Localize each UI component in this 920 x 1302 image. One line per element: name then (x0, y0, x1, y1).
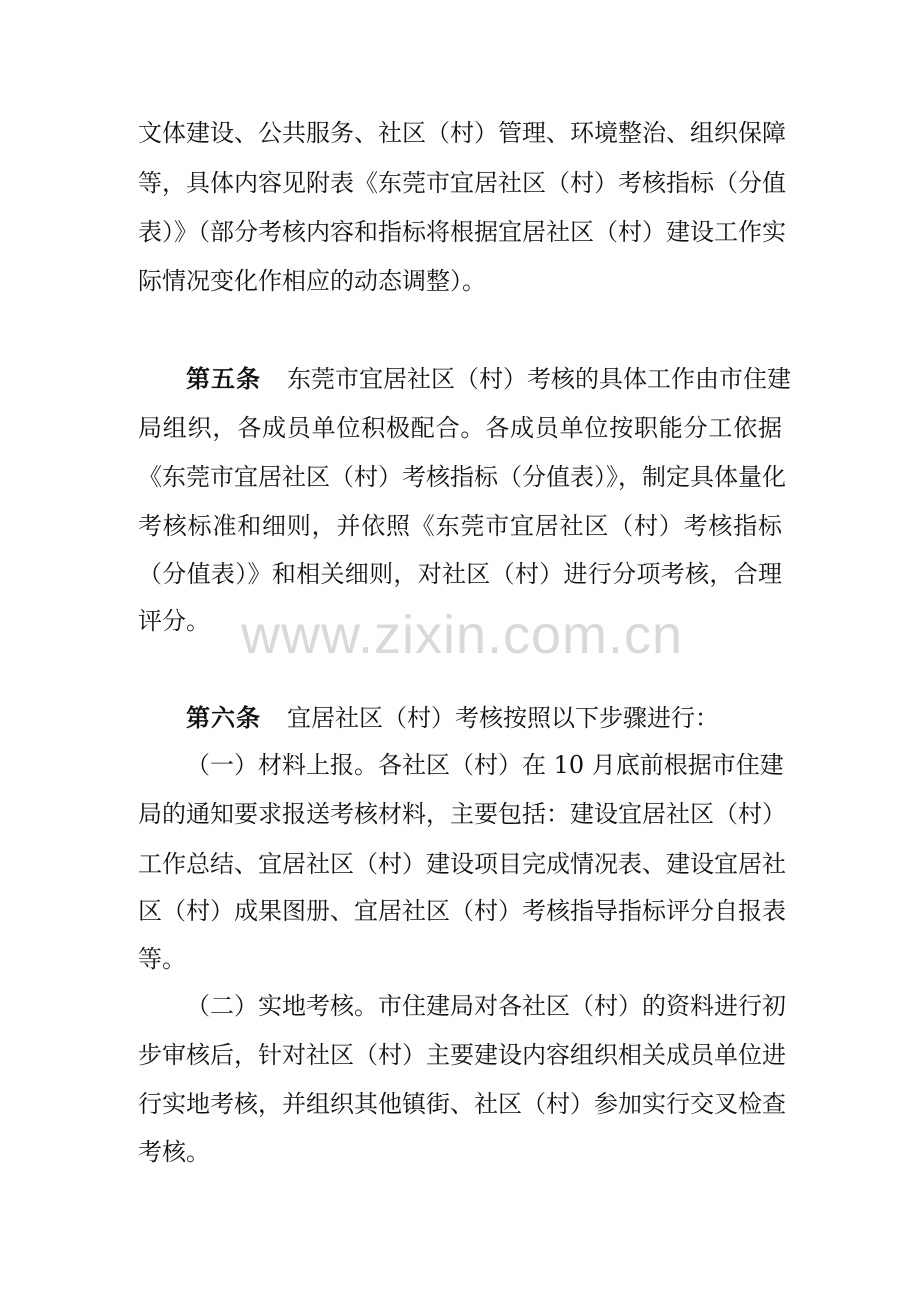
article-5-text: 东莞市宜居社区（村）考核的具体工作由市住建 (287, 365, 791, 393)
paragraph-line: 工作总结、宜居社区（村）建设项目完成情况表、建设宜居社 (138, 850, 786, 878)
paragraph-line: 考核。 (138, 1138, 210, 1166)
article-6-first-line (186, 703, 782, 733)
watermark-text: www.zixin.com.cn (240, 605, 684, 665)
article-6-label: 第六条 (186, 704, 261, 732)
paragraph-line: 际情况变化作相应的动态调整）。 (138, 267, 486, 295)
paragraph-line: 局组织，各成员单位积极配合。各成员单位按职能分工依据 (138, 414, 782, 442)
paragraph-line: 考核标准和细则，并依照《东莞市宜居社区（村）考核指标 (138, 512, 782, 540)
paragraph-line: 《东莞市宜居社区（村）考核指标（分值表）》，制定具体量化 (138, 463, 786, 491)
paragraph-line: 步审核后，针对社区（村）主要建设内容组织相关成员单位进 (138, 1041, 786, 1069)
article-5-first-line (186, 364, 791, 394)
paragraph-line: 行实地考核，并组织其他镇街、社区（村）参加实行交叉检查 (138, 1090, 786, 1118)
paragraph-line: （分值表）》和相关细则，对社区（村）进行分项考核，合理 (138, 560, 782, 588)
paragraph-line: 等。 (138, 945, 186, 973)
article-5-label: 第五条 (186, 365, 261, 393)
paragraph-line: 文体建设、公共服务、社区（村）管理、环境整治、组织保障 (138, 119, 786, 147)
item-1-first-line: （一）材料上报。各社区（村）在 10 月底前根据市住建 (186, 751, 784, 779)
paragraph-line: 表）》（部分考核内容和指标将根据宜居社区（村）建设工作实 (138, 218, 786, 246)
article-6-text: 宜居社区（村）考核按照以下步骤进行： (287, 704, 719, 732)
paragraph-line: 区（村）成果图册、宜居社区（村）考核指导指标评分自报表 (138, 897, 786, 925)
paragraph-line: 评分。 (138, 607, 210, 635)
paragraph-line: 等，具体内容见附表《东莞市宜居社区（村）考核指标（分值 (138, 169, 786, 197)
item-2-first-line: （二）实地考核。市住建局对各社区（村）的资料进行初 (186, 992, 786, 1020)
paragraph-line: 局的通知要求报送考核材料，主要包括：建设宜居社区（村） (138, 800, 786, 828)
